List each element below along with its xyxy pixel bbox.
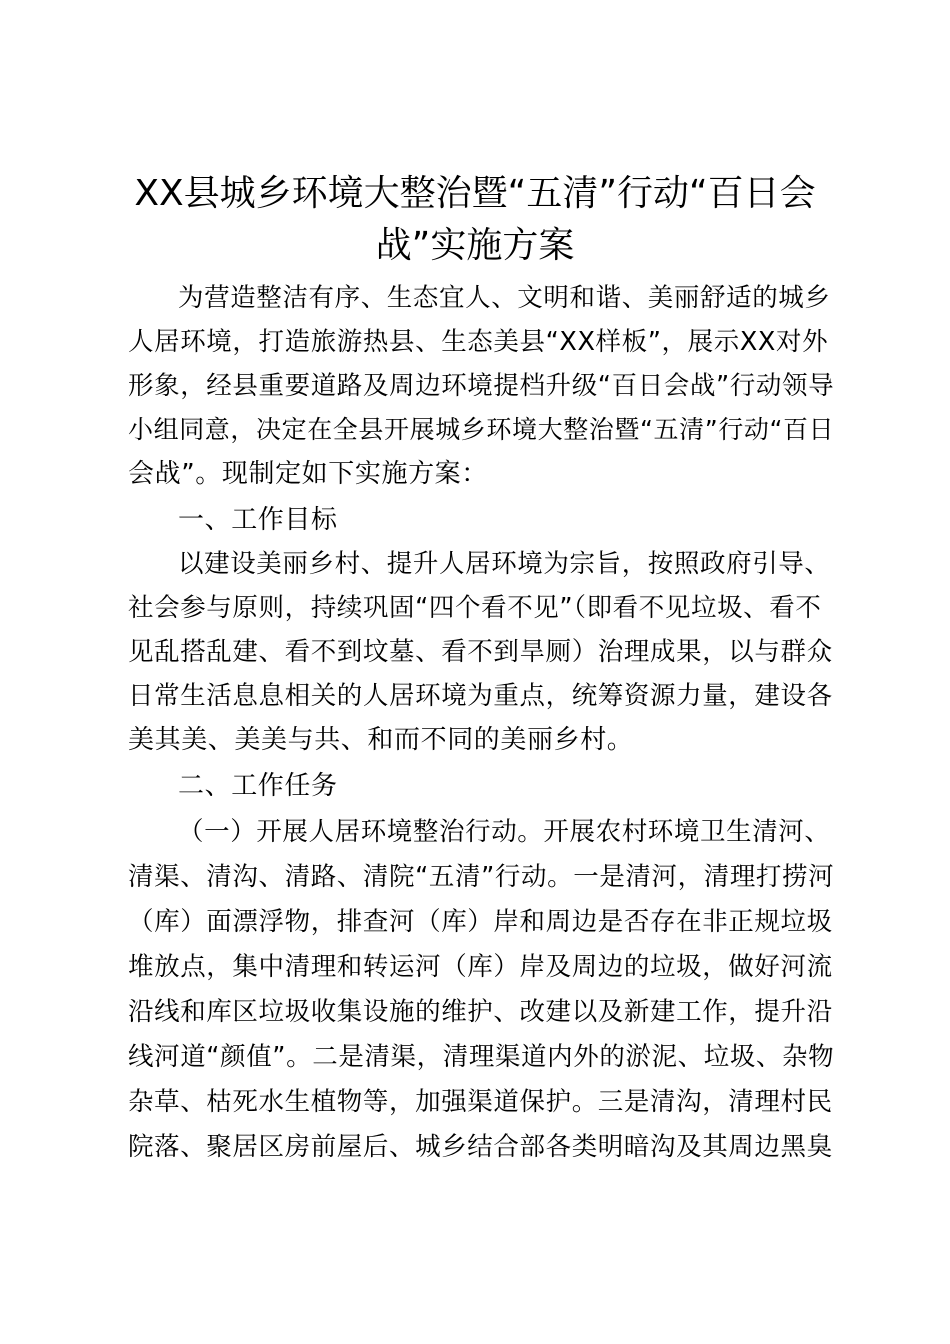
- body-line: 沿线和库区垃圾收集设施的维护、改建以及新建工作，提升沿: [128, 997, 833, 1027]
- body-line: 日常生活息息相关的人居环境为重点，统筹资源力量，建设各: [128, 681, 833, 711]
- body-line: 会战”。现制定如下实施方案：: [128, 459, 488, 489]
- title-line-1: XX县城乡环境大整治暨“五清”行动“百日会: [134, 173, 816, 214]
- body-line: （库）面漂浮物，排查河（库）岸和周边是否存在非正规垃圾: [128, 907, 833, 937]
- body-line: 杂草、枯死水生植物等，加强渠道保护。三是清沟，清理村民: [128, 1087, 833, 1117]
- document-title: [118, 168, 832, 272]
- body-line: 美其美、美美与共、和而不同的美丽乡村。: [128, 725, 634, 755]
- body-line: （一）开展人居环境整治行动。开展农村环境卫生清河、: [178, 817, 831, 847]
- section-heading: 二、工作任务: [178, 771, 338, 801]
- body-line: 清渠、清沟、清路、清院“五清”行动。一是清河，清理打捞河: [128, 862, 835, 892]
- body-line: 院落、聚居区房前屋后、城乡结合部各类明暗沟及其周边黑臭: [128, 1132, 833, 1162]
- body-line: 小组同意，决定在全县开展城乡环境大整治暨“五清”行动“百日: [128, 415, 835, 444]
- body-line: 以建设美丽乡村、提升人居环境为宗旨，按照政府引导、: [178, 549, 831, 579]
- body-line: 线河道“颜值”。二是清渠，清理渠道内外的淤泥、垃圾、杂物: [128, 1042, 835, 1072]
- body-line: 社会参与原则，持续巩固“四个看不见”（即看不见垃圾、看不: [128, 593, 822, 623]
- body-line: 见乱搭乱建、看不到坟墓、看不到旱厕）治理成果，以与群众: [128, 637, 833, 667]
- body-line: 为营造整洁有序、生态宜人、文明和谐、美丽舒适的城乡: [178, 283, 831, 313]
- title-line-2: 战”实施方案: [375, 225, 575, 266]
- body-line: 人居环境，打造旅游热县、生态美县“XX样板”，展示XX对外: [128, 327, 829, 357]
- body-line: 形象，经县重要道路及周边环境提档升级“百日会战”行动领导: [128, 371, 835, 401]
- body-line: 堆放点，集中清理和转运河（库）岸及周边的垃圾，做好河流: [128, 952, 833, 982]
- section-heading: 一、工作目标: [178, 505, 338, 535]
